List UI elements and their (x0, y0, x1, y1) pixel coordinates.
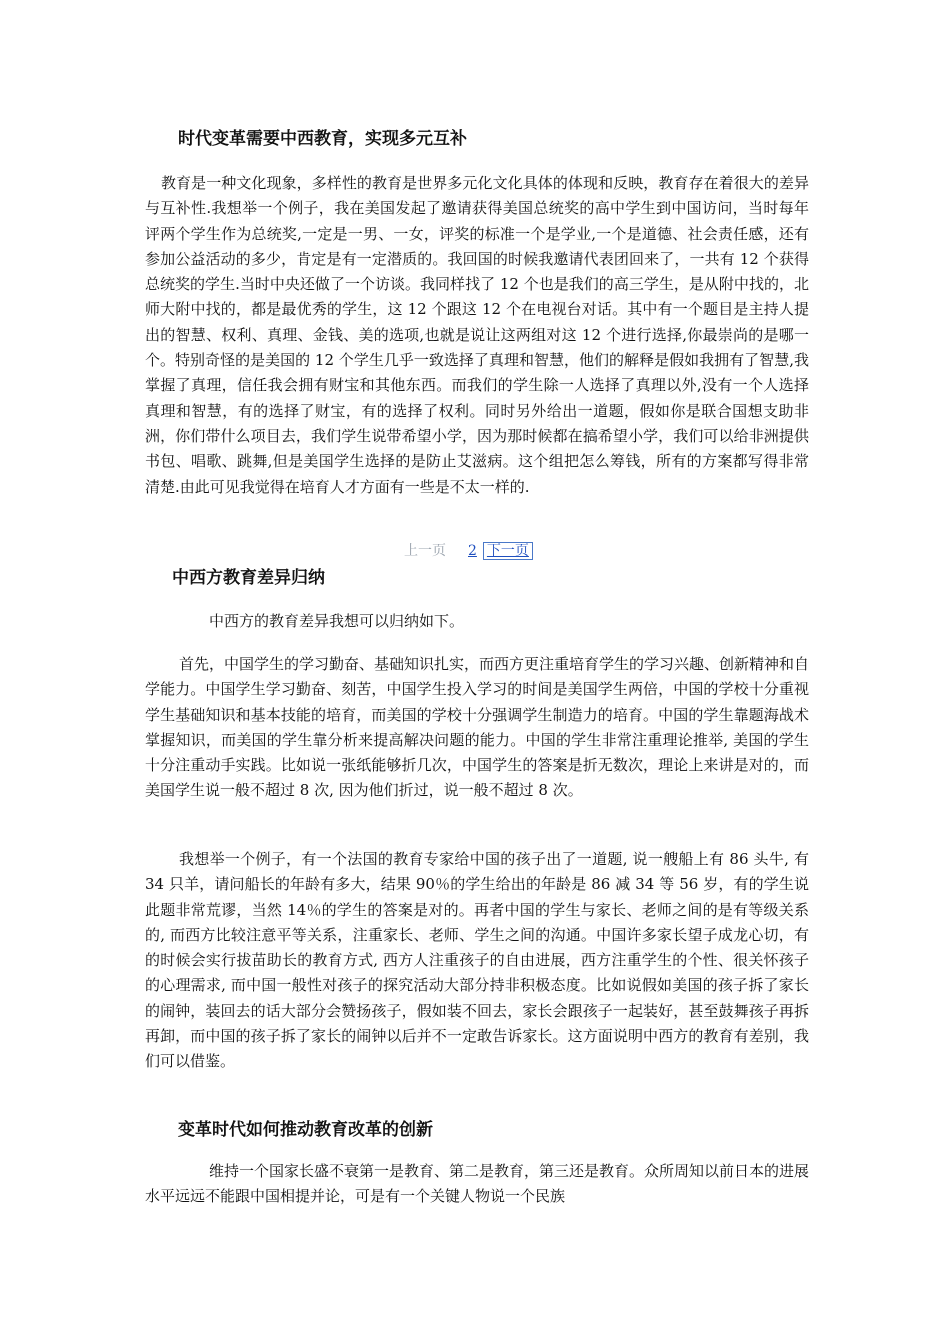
page-number-link[interactable]: 2 (468, 543, 477, 559)
prev-page-link[interactable]: 上一页 (404, 543, 446, 559)
section-heading: 变革时代如何推动教育改革的创新 (178, 1120, 433, 1140)
section-heading: 时代变革需要中西教育，实现多元互补 (178, 129, 467, 149)
section-paragraph: 首先，中国学生的学习勤奋、基础知识扎实，而西方更注重培育学生的学习兴趣、创新精神和自学能力。中国学生学习勤奋、刻苦，中国学生投入学习的时间是美国学生两倍，中国的学校十分重视学生基础知识和基本技能的培育，而美国的学校十分强调学生制造力的培育。中国的学生靠题海战术掌握知识，而美国的学生靠分析来提高解决问题的能力。中国的学生非常注重理论推举, 美国的学生十分注重动手实践。比如说一张纸能够折几次，中国学生的答案是折无数次，理论上来讲是对的，而美国学生说一般不超过 8 次, 因为他们折过，说一般不超过 8 次。 (145, 655, 810, 800)
pagination (404, 540, 533, 562)
section-heading: 中西方教育差异归纳 (172, 568, 325, 588)
section-paragraph: 我想举一个例子，有一个法国的教育专家给中国的孩子出了一道题, 说一艘船上有 86 头牛, 有 34 只羊，请问船长的年龄有多大，结果 90％的学生给出的年龄是 86 减 34 等 56 岁，有的学生说此题非常荒谬，当然 14％的学生的答案是对的。再者中国的学生与家长、老师之间的是有等级关系的, 而西方比较注意平等关系，注重家长、老师、学生之间的沟通。中国许多家长望子成龙心切，有的时候会实行拔苗助长的教育方式, 西方人注重孩子的自由进展，西方注重学生的个性、很关怀孩子的心理需求, 而中国一般性对孩子的探究活动大部分持非积极态度。比如说假如美国的孩子拆了家长的闹钟，装回去的话大部分会赞扬孩子，假如装不回去，家长会跟孩子一起装好，甚至鼓舞孩子再拆再卸，而中国的孩子拆了家长的闹钟以后并不一定敢告诉家长。这方面说明中西方的教育有差别，我们可以借鉴。 (145, 850, 809, 1071)
section-paragraph: 中西方的教育差异我想可以归纳如下。 (209, 612, 465, 630)
next-page-link[interactable]: 下一页 (483, 542, 533, 560)
section-paragraph: 维持一个国家长盛不衰第一是教育、第二是教育，第三还是教育。众所周知以前日本的进展水平远远不能跟中国相提并论，可是有一个关键人物说一个民族 (145, 1162, 810, 1206)
section-paragraph: 教育是一种文化现象，多样性的教育是世界多元化文化具体的体现和反映，教育存在着很大的差异与互补性.我想举一个例子，我在美国发起了邀请获得美国总统奖的高中学生到中国访问，当时每年评两个学生作为总统奖,一定是一男、一女，评奖的标准一个是学业,一个是道德、社会责任感，还有参加公益活动的多少，肯定是有一定潜质的。我回国的时候我邀请代表团回来了，一共有 12 个获得总统奖的学生.当时中央还做了一个访谈。我同样找了 12 个也是我们的高三学生，是从附中找的，北师大附中找的，都是最优秀的学生，这 12 个跟这 12 个在电视台对话。其中有一个题目是主持人提出的智慧、权利、真理、金钱、美的选项,也就是说让这两组对这 12 个进行选择,你最崇尚的是哪一个。特别奇怪的是美国的 12 个学生几乎一致选择了真理和智慧，他们的解释是假如我拥有了智慧,我掌握了真理，信任我会拥有财宝和其他东西。而我们的学生除一人选择了真理以外,没有一个人选择真理和智慧，有的选择了财宝，有的选择了权利。同时另外给出一道题，假如你是联合国想支助非洲，你们带什么项目去，我们学生说带希望小学，因为那时候都在搞希望小学，我们可以给非洲提供书包、唱歌、跳舞,但是美国学生选择的是防止艾滋病。这个组把怎么筹钱，所有的方案都写得非常清楚.由此可见我觉得在培育人才方面有一些是不太一样的. (145, 174, 809, 496)
